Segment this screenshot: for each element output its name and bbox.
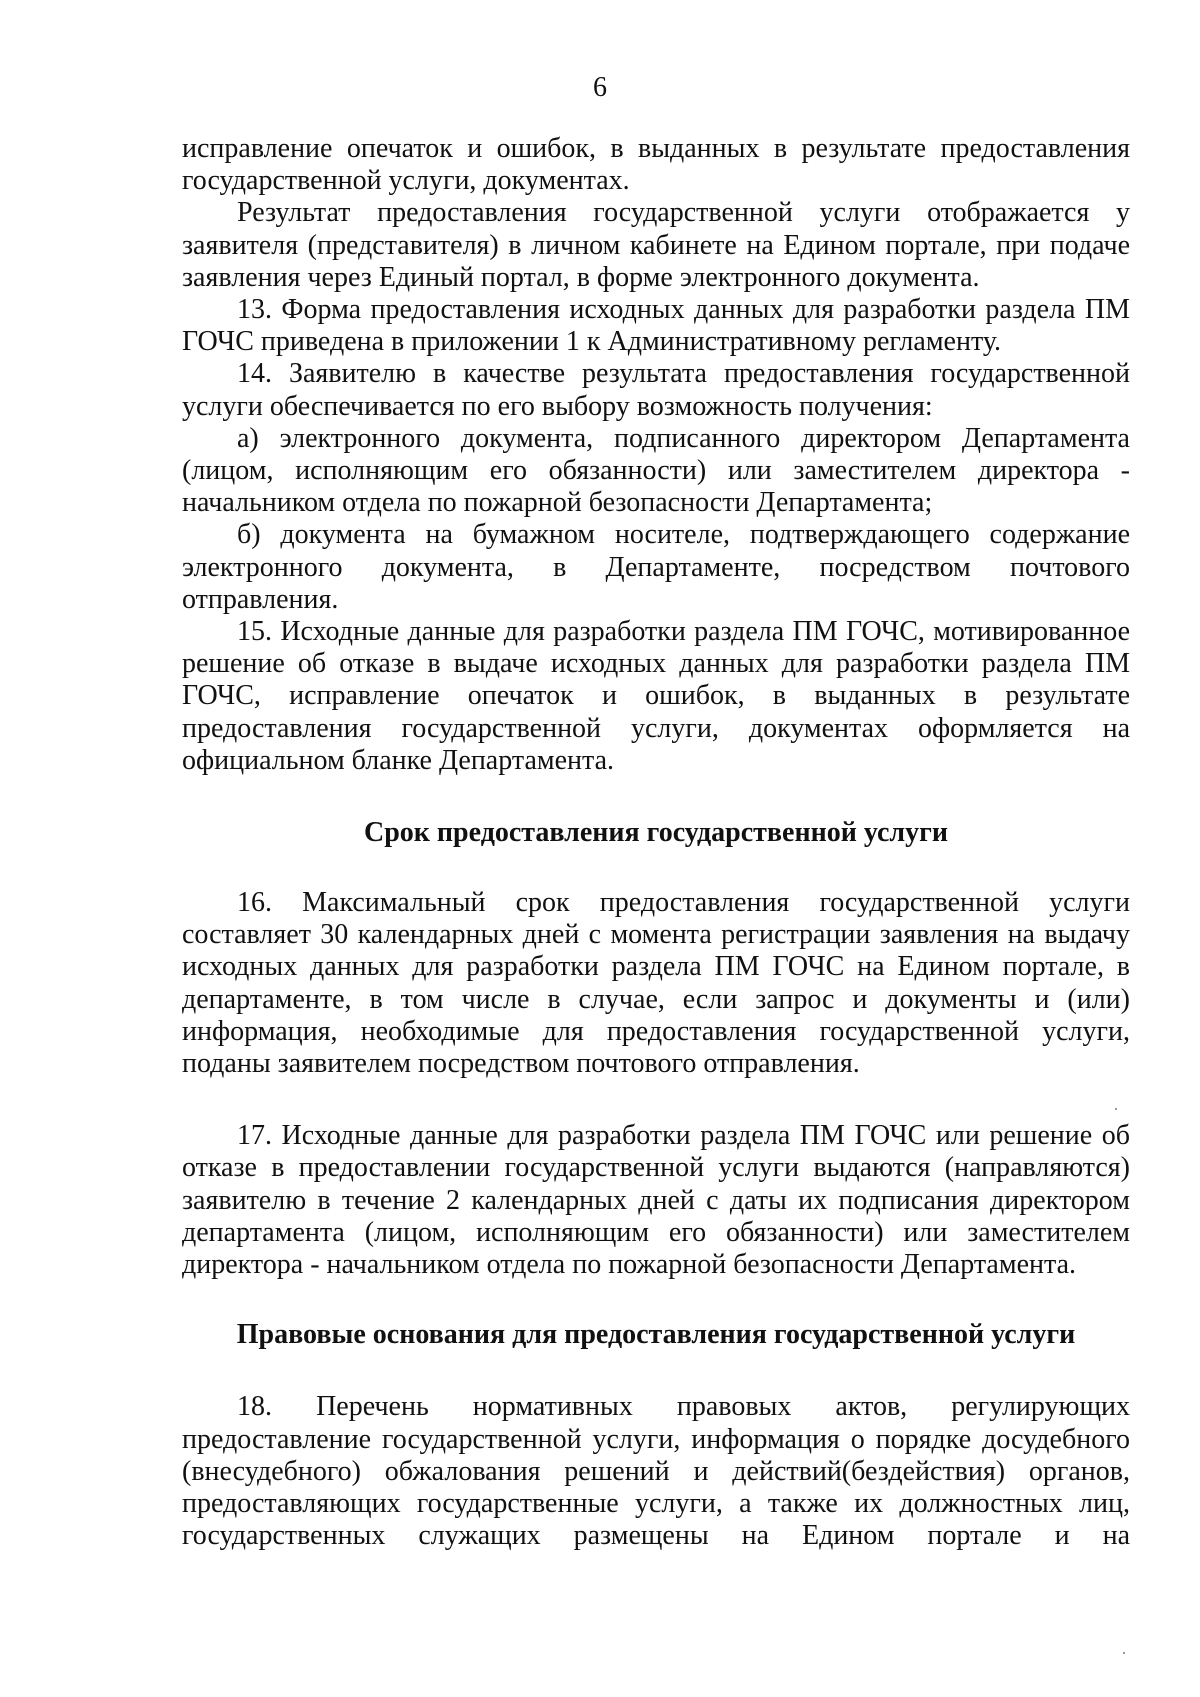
paragraph-14: 14. Заявителю в качестве результата предоставления государственной услуги обеспечивается по его выбору возможность получения: xyxy=(182,358,1130,422)
paragraph-result-display: Результат предоставления государственной услуги отображается у заявителя (представителя) в личном кабинете на Едином портале, при подаче заявления через Единый портал, в форме электронного документа. xyxy=(182,197,1130,293)
section-heading-legal-basis: Правовые основания для предоставления государственной услуги xyxy=(236,1319,1076,1351)
paragraph-continuation: исправление опечаток и ошибок, в выданных в результате предоставления государственной услуги, документах. xyxy=(182,133,1130,197)
paragraph-18: 18. Перечень нормативных правовых актов, регулирующих предоставление государственной услуги, информация о порядке досудебного (внесудебного) обжалования решений и действий(бездействия) органов, предоставляющих государственные услуги, а также их должностных лиц, государственных служащих размещены на Едином портале и на xyxy=(182,1391,1130,1552)
scan-speck xyxy=(1123,1652,1125,1654)
paragraph-14b: б) документа на бумажном носителе, подтверждающего содержание электронного документа, в Департаменте, посредством почтового отправления. xyxy=(182,519,1130,615)
document-body xyxy=(182,133,1130,1552)
paragraph-15: 15. Исходные данные для разработки раздела ПМ ГОЧС, мотивированное решение об отказе в выдаче исходных данных для разработки раздела ПМ ГОЧС, исправление опечаток и ошибок, в выданных в результате предоставления государственной услуги, документах оформляется на официальном бланке Департамента. xyxy=(182,616,1130,776)
scan-speck xyxy=(1115,1108,1117,1110)
paragraph-13: 13. Форма предоставления исходных данных для разработки раздела ПМ ГОЧС приведена в приложении 1 к Административному регламенту. xyxy=(182,294,1130,358)
page-number: 6 xyxy=(593,72,607,103)
paragraph-17: 17. Исходные данные для разработки раздела ПМ ГОЧС или решение об отказе в предоставлении государственной услуги выдаются (направляются) заявителю в течение 2 календарных дней с даты их подписания директором департамента (лицом, исполняющим его обязанности) или заместителем директора - начальником отдела по пожарной безопасности Департамента. xyxy=(182,1120,1130,1281)
paragraph-16: 16. Максимальный срок предоставления государственной услуги составляет 30 календарных дней с момента регистрации заявления на выдачу исходных данных для разработки раздела ПМ ГОЧС на Едином портале, в департаменте, в том числе в случае, если запрос и документы и (или) информация, необходимые для предоставления государственной услуги, поданы заявителем посредством почтового отправления. xyxy=(182,887,1130,1080)
paragraph-14a: а) электронного документа, подписанного директором Департамента (лицом, исполняющим его обязанности) или заместителем директора - начальником отдела по пожарной безопасности Департамента; xyxy=(182,422,1130,519)
section-heading-term: Срок предоставления государственной услуги xyxy=(364,817,948,849)
